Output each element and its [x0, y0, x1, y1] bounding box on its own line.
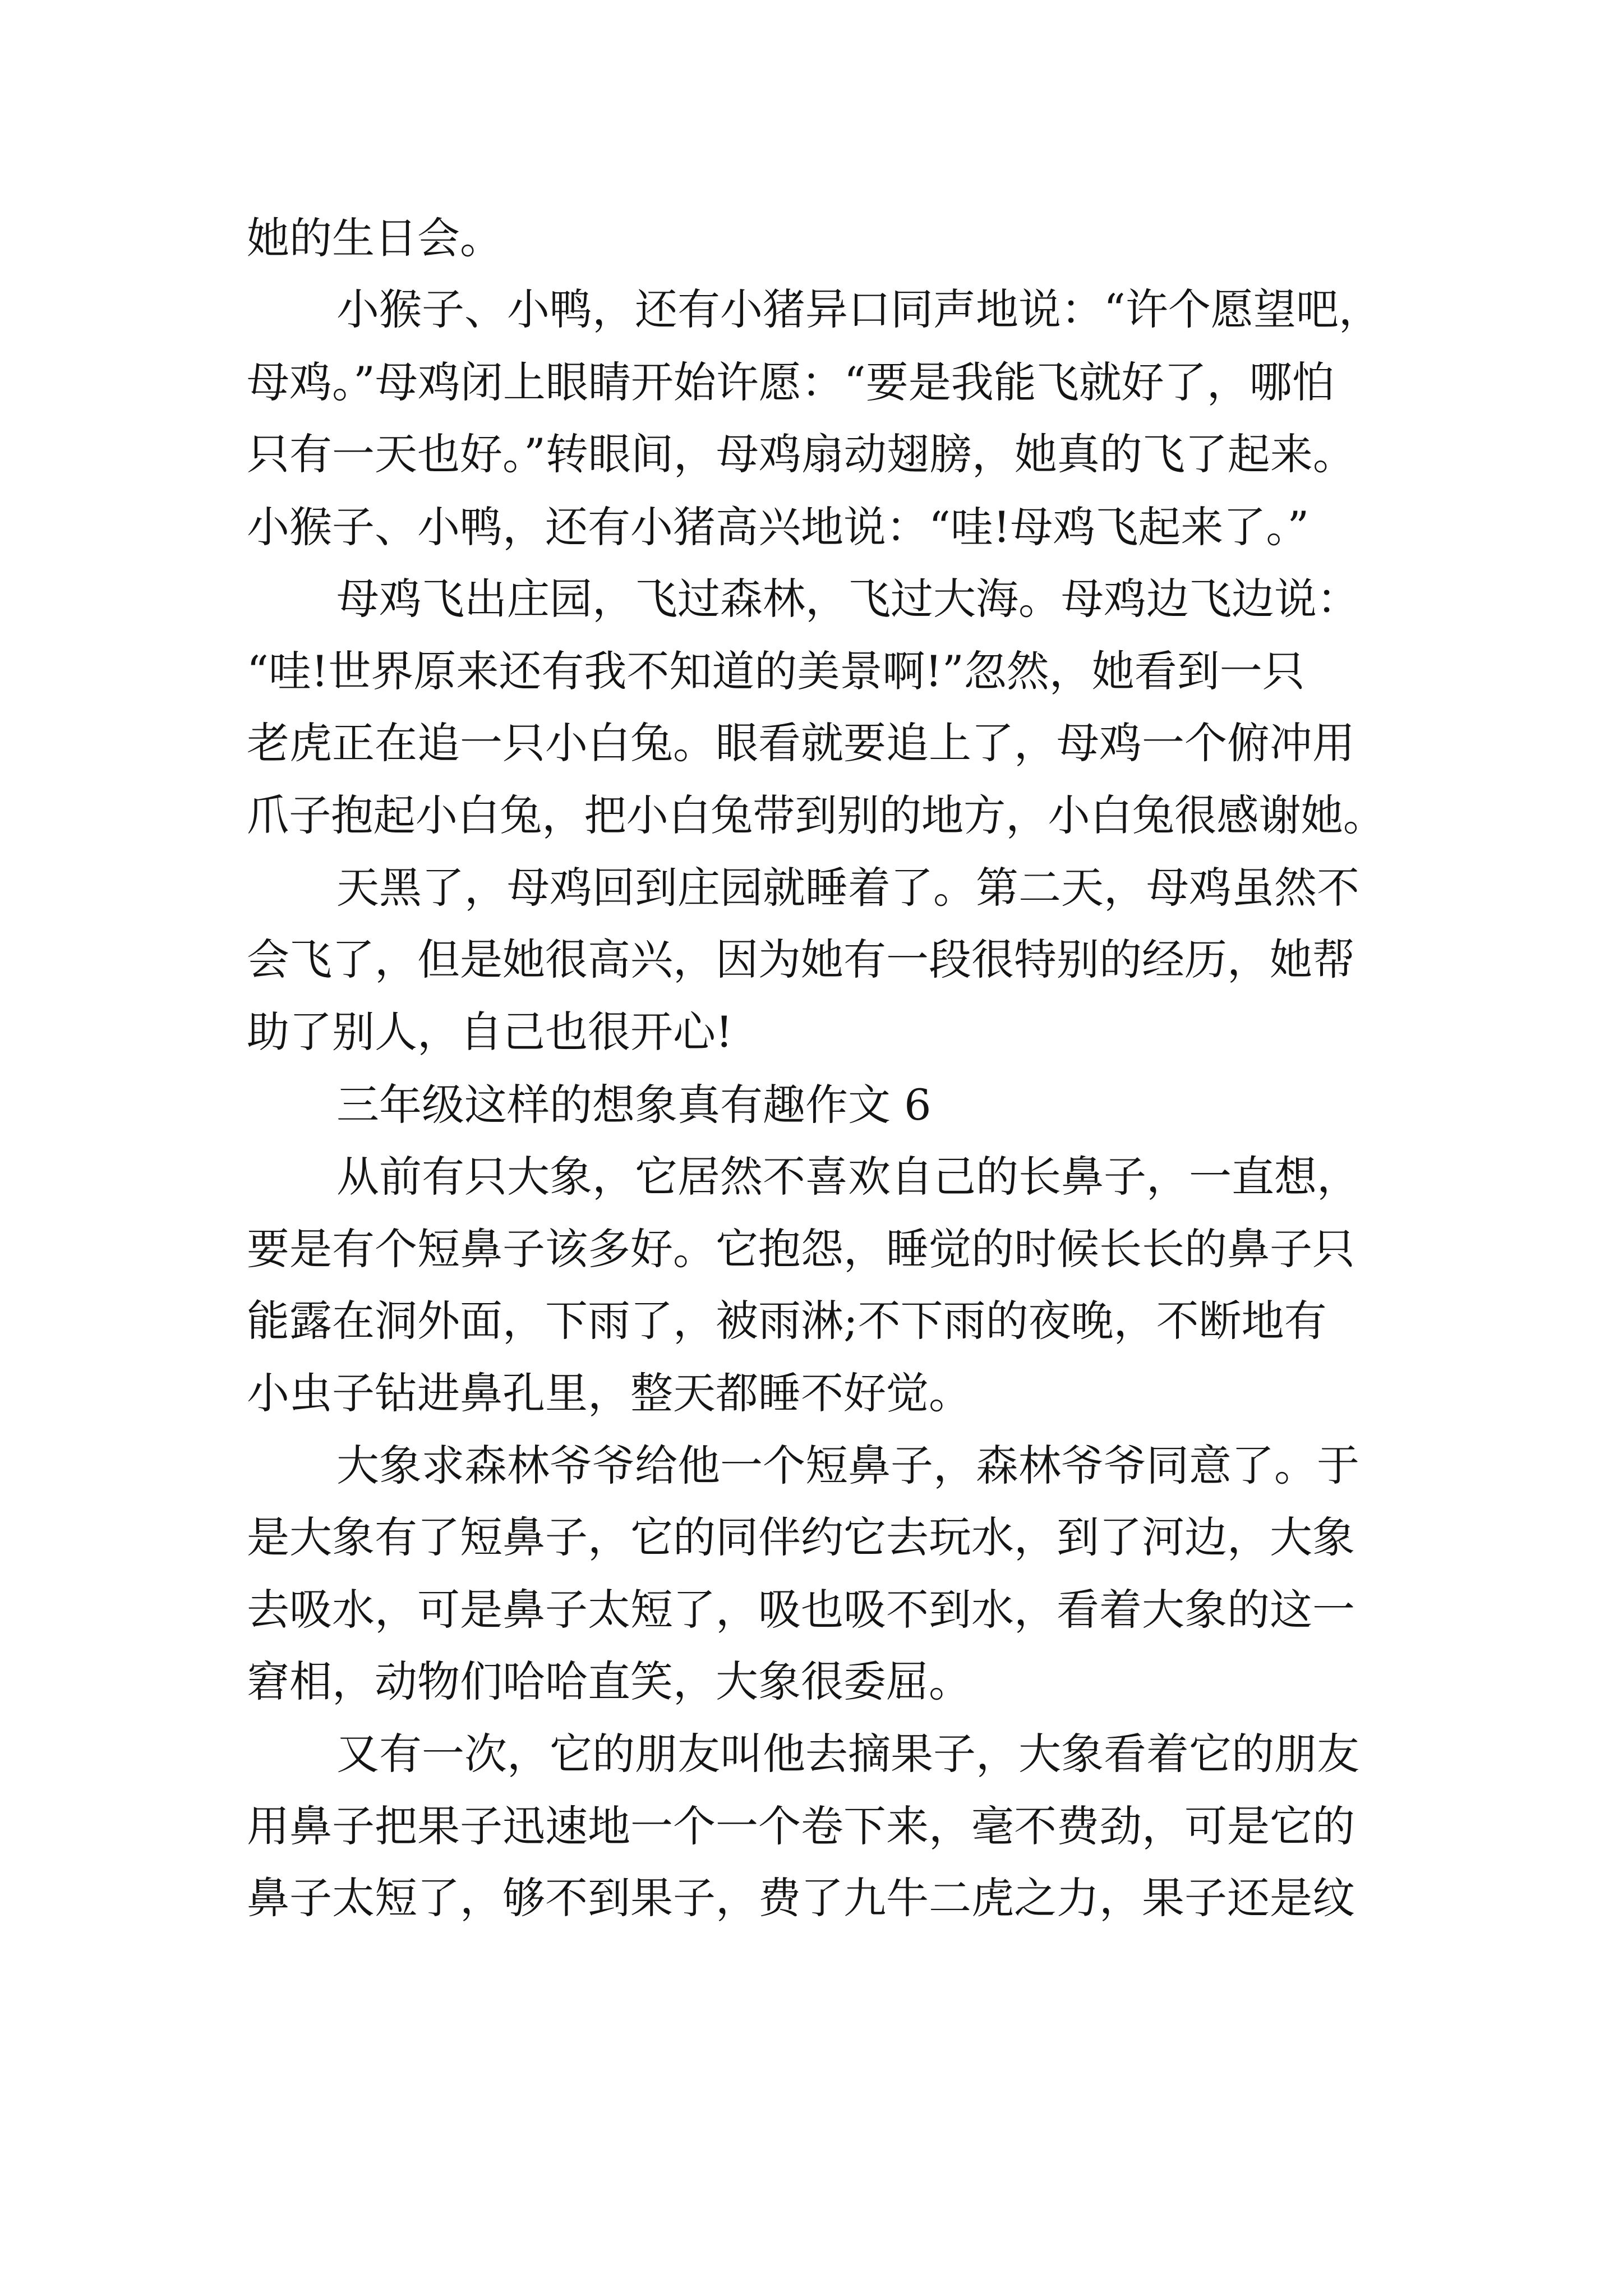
section-heading: 三年级这样的想象真有趣作文 6 [336, 1080, 932, 1130]
text-line: 会飞了，但是她很高兴，因为她有一段很特别的经历，她帮 [247, 935, 1355, 984]
text-line: 窘相，动物们哈哈直笑，大象很委屈。 [247, 1657, 971, 1706]
text-line: 鼻子太短了，够不到果子，费了九牛二虎之力，果子还是纹 [247, 1873, 1355, 1923]
text-line: 母鸡。”母鸡闭上眼睛开始许愿：“要是我能飞就好了，哪怕 [247, 357, 1335, 407]
paragraph-first-line: 大象求森林爷爷给他一个短鼻子，森林爷爷同意了。于 [336, 1441, 1359, 1490]
text-line: 只有一天也好。”转眼间，母鸡扇动翅膀，她真的飞了起来。 [247, 429, 1355, 479]
paragraph-first-line: 小猴子、小鸭，还有小猪异口同声地说：“许个愿望吧， [336, 284, 1381, 334]
text-line: 去吸水，可是鼻子太短了，吸也吸不到水，看着大象的这一 [247, 1585, 1355, 1635]
text-line: 用鼻子把果子迅速地一个一个卷下来，毫不费劲，可是它的 [247, 1801, 1355, 1851]
text-line: “哇!世界原来还有我不知道的美景啊!”忽然，她看到一只 [247, 646, 1305, 696]
text-line: 能露在洞外面，下雨了，被雨淋;不下雨的夜晚，不断地有 [247, 1296, 1327, 1346]
text-line: 她的生日会。 [247, 213, 502, 263]
text-line: 老虎正在追一只小白兔。眼看就要追上了，母鸡一个俯冲用 [247, 718, 1355, 768]
text-line: 小猴子、小鸭，还有小猪高兴地说：“哇!母鸡飞起来了。” [247, 502, 1310, 552]
text-line: 要是有个短鼻子该多好。它抱怨，睡觉的时候长长的鼻子只 [247, 1224, 1355, 1274]
text-line: 爪子抱起小白兔，把小白兔带到别的地方，小白兔很感谢她。 [247, 790, 1386, 840]
paragraph-first-line: 天黑了，母鸡回到庄园就睡着了。第二天，母鸡虽然不 [336, 863, 1359, 913]
paragraph-first-line: 从前有只大象，它居然不喜欢自己的长鼻子，一直想， [336, 1152, 1359, 1202]
paragraph-first-line: 又有一次，它的朋友叫他去摘果子，大象看着它的朋友 [336, 1729, 1359, 1779]
text-line: 助了别人，自己也很开心! [247, 1007, 733, 1057]
paragraph-first-line: 母鸡飞出庄园，飞过森林，飞过大海。母鸡边飞边说： [336, 574, 1359, 624]
text-line: 是大象有了短鼻子，它的同伴约它去玩水，到了河边，大象 [247, 1512, 1355, 1562]
text-line: 小虫子钻进鼻孔里，整天都睡不好觉。 [247, 1368, 971, 1418]
